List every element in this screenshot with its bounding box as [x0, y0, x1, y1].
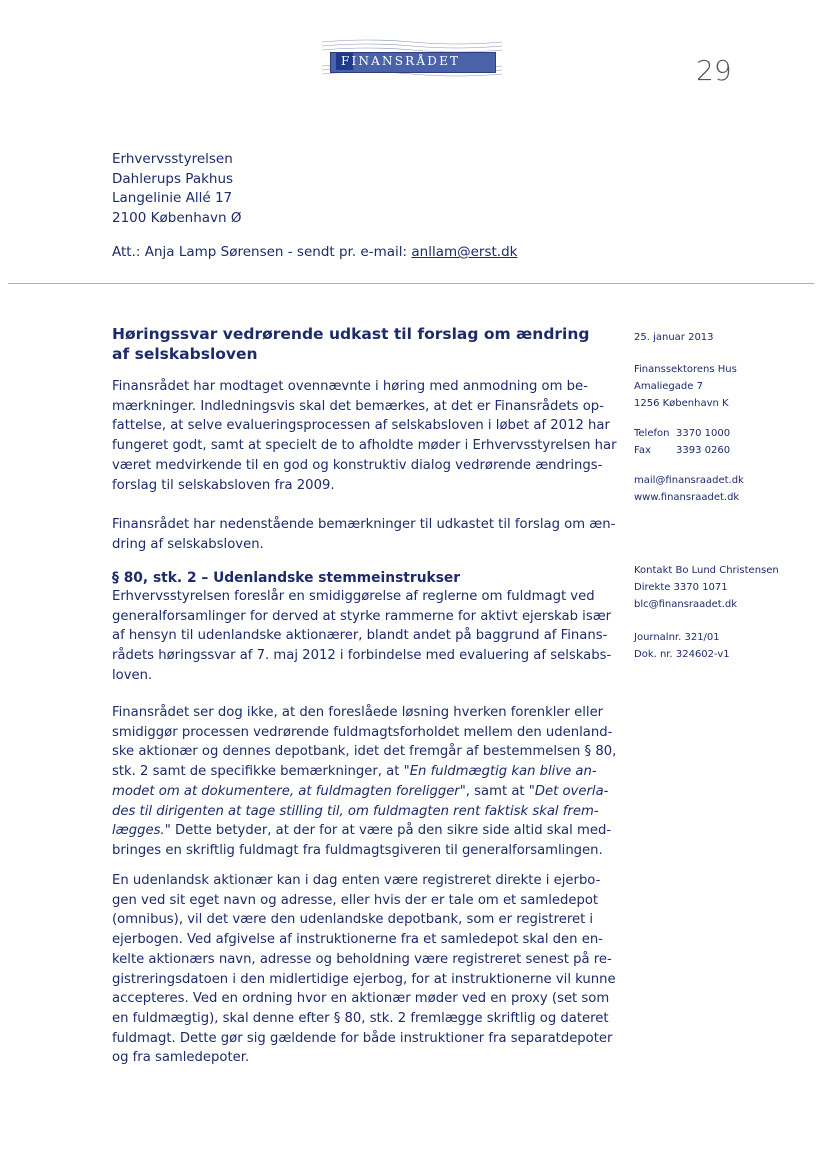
address-line: Dahlerups Pakhus	[112, 170, 234, 187]
text-line: Finansrådet ser dog ikke, at den foreslåede løsning hverken forenkler eller	[112, 705, 604, 720]
text-span: , samt at	[465, 783, 529, 799]
text-line: ske aktionær og dennes depotbank, idet det fremgår af bestemmelsen § 80,	[112, 744, 617, 760]
text-line: gen ved sit eget navn og adresse, eller hvis der er tale om et samledepot	[112, 892, 599, 908]
text-line	[112, 821, 612, 841]
text-line: fuldmagt. Dette gør sig gældende for både instruktioner fra separatdepoter	[112, 1030, 613, 1046]
journal-number: Journalnr. 321/01	[634, 632, 720, 643]
text-line: fungeret godt, samt at specielt de to afholdte møder i Erhvervsstyrelsen har	[112, 438, 617, 454]
text-line: mærkninger. Indledningsvis skal det bemærkes, at det er Finansrådets op-	[112, 398, 604, 414]
sender-org: Finanssektorens Hus	[634, 364, 737, 375]
contact-direct-phone: Direkte 3370 1071	[634, 582, 728, 593]
phone-value: 3370 1000	[676, 428, 731, 439]
section-heading: § 80, stk. 2 – Udenlandske stemmeinstrukser	[112, 570, 461, 586]
attention-email-link[interactable]: anllam@erst.dk	[411, 244, 518, 260]
quote-span: lægges."	[112, 823, 171, 839]
text-line: og fra samledepoter.	[112, 1050, 250, 1066]
body-paragraph-4	[112, 703, 617, 861]
text-line: fattelse, at selve evalueringsprocessen af selskabsloven i løbet af 2012 har	[112, 418, 610, 434]
sender-email[interactable]: mail@finansraadet.dk	[634, 475, 744, 486]
text-line: rådets høringssvar af 7. maj 2012 i forbindelse med evaluering af selskabs-	[112, 648, 612, 664]
quote-span: modet om at dokumentere, at fuldmagten foreligger"	[112, 783, 466, 799]
text-line: Erhvervsstyrelsen foreslår en smidiggørelse af reglerne om fuldmagt ved	[112, 589, 595, 604]
text-line: Finansrådet har modtaget ovennævnte i høring med anmodning om be-	[112, 379, 588, 394]
sender-city: 1256 København K	[634, 398, 729, 409]
address-line: Langelinie Allé 17	[112, 190, 233, 206]
header-divider	[8, 283, 814, 284]
body-paragraph-1	[112, 377, 617, 495]
text-line: Finansrådet har nedenstående bemærkninger til udkastet til forslag om æn-	[112, 517, 616, 532]
body-paragraph-2	[112, 515, 616, 554]
contact-person: Kontakt Bo Lund Christensen	[634, 565, 779, 576]
text-line: en fuldmægtig), skal denne efter § 80, stk. 2 fremlægge skriftlig og dateret	[112, 1010, 609, 1026]
fax-value: 3393 0260	[676, 445, 731, 456]
attention-prefix: Att.: Anja Lamp Sørensen - sendt pr. e-mail:	[112, 244, 412, 260]
logo-text: FINANSRÅDET	[341, 54, 461, 68]
text-line: des til dirigenten at tage stilling til, om fuldmagten rent faktisk skal frem-	[112, 803, 599, 819]
finansraadet-logo	[322, 38, 502, 78]
sender-fax	[634, 442, 814, 459]
fax-label: Fax	[634, 445, 651, 456]
document-number: Dok. nr. 324602-v1	[634, 649, 730, 660]
body-paragraph-3	[112, 587, 612, 686]
sender-website[interactable]: www.finansraadet.dk	[634, 492, 740, 503]
phone-label: Telefon	[634, 428, 670, 439]
text-line: kelte aktionærs navn, adresse og beholdning være registreret senest på re-	[112, 951, 612, 967]
contact-email[interactable]: blc@finansraadet.dk	[634, 599, 738, 610]
attention-line	[112, 244, 518, 260]
sender-phone	[634, 425, 814, 442]
quote-span: "En fuldmægtig kan blive an-	[403, 764, 597, 780]
recipient-address	[112, 150, 241, 228]
text-span: stk. 2 samt de specifikke bemærkninger, at	[112, 764, 404, 780]
text-line	[112, 782, 609, 802]
text-line: smidiggør processen vedrørende fuldmagtsforholdet mellem den udenland-	[112, 724, 613, 740]
sender-street: Amaliegade 7	[634, 381, 703, 392]
quote-span: "Det overla-	[528, 783, 609, 799]
text-line: dring af selskabsloven.	[112, 536, 264, 552]
handwritten-page-number: 29	[696, 54, 732, 87]
text-line: loven.	[112, 667, 153, 683]
text-line: været medvirkende til en god og konstruktiv dialog vedrørende ændrings-	[112, 457, 603, 473]
text-line: af hensyn til udenlandske aktionærer, blandt andet på baggrund af Finans-	[112, 628, 608, 644]
text-line: ejerbogen. Ved afgivelse af instruktionerne fra et samledepot skal den en-	[112, 932, 603, 948]
text-line	[112, 762, 597, 782]
letter-title: Høringssvar vedrørende udkast til forslag om ændring af selskabsloven	[112, 325, 590, 363]
text-line: bringes en skriftlig fuldmagt fra fuldmagtsgiveren til generalforsamlingen.	[112, 842, 603, 858]
address-line: Erhvervsstyrelsen	[112, 151, 233, 167]
text-line: generalforsamlinger for derved at styrke rammerne for aktivt ejerskab især	[112, 608, 612, 624]
text-line: En udenlandsk aktionær kan i dag enten være registreret direkte i ejerbo-	[112, 873, 601, 888]
text-line: (omnibus), vil det være den udenlandske depotbank, som er registreret i	[112, 912, 594, 928]
address-line: 2100 København Ø	[112, 209, 242, 226]
text-line: forslag til selskabsloven fra 2009.	[112, 477, 335, 493]
text-line: gistreringsdatoen i den midlertidige ejerbog, for at instruktionerne vil kunne	[112, 971, 616, 987]
text-span: Dette betyder, at der for at være på den sikre side altid skal med-	[170, 823, 612, 839]
body-paragraph-5	[112, 871, 616, 1068]
text-line: accepteres. Ved en ordning hvor en aktionær møder ved en proxy (set som	[112, 991, 610, 1007]
letter-date: 25. januar 2013	[634, 332, 714, 343]
sender-sidebar	[634, 329, 814, 663]
